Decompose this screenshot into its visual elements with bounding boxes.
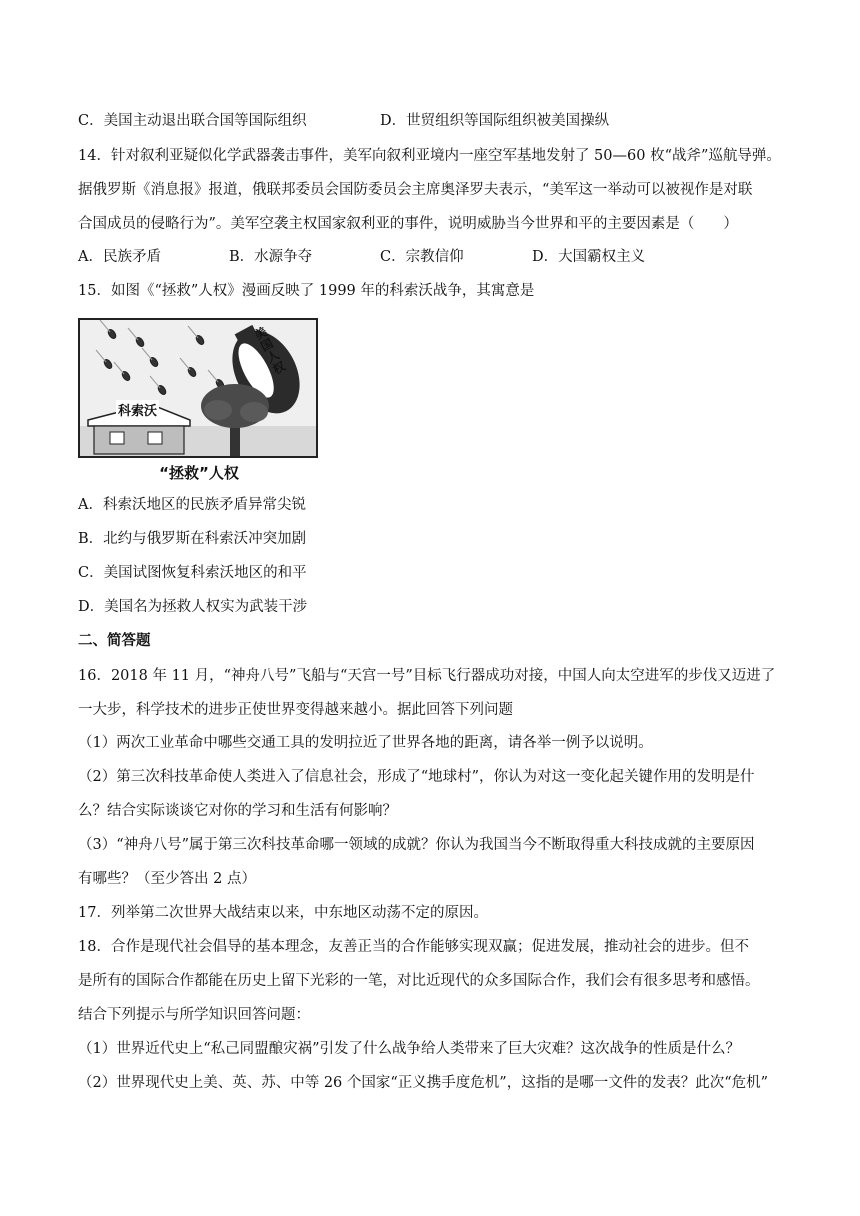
q15-option-d[interactable]: D．美国名为拯救人权实为武装干涉 xyxy=(78,599,308,615)
q14-option-a[interactable]: A．民族矛盾 xyxy=(78,249,161,265)
q15-option-c[interactable]: C．美国试图恢复科索沃地区的和平 xyxy=(78,565,307,581)
q16-sub3-line1: （3）“神舟八号”属于第三次科技革命哪一领域的成就？你认为我国当今不断取得重大科技成就的主要原因 xyxy=(78,837,755,853)
q17-stem: 17．列举第二次世界大战结束以来，中东地区动荡不定的原因。 xyxy=(78,905,488,921)
q13-option-c[interactable]: C．美国主动退出联合国等国际组织 xyxy=(78,113,307,129)
q15-option-b[interactable]: B．北约与俄罗斯在科索沃冲突加剧 xyxy=(78,531,307,547)
cartoon-drawing xyxy=(80,320,316,456)
q14-stem-line1: 14．针对叙利亚疑似化学武器袭击事件，美军向叙利亚境内一座空军基地发射了 50—60 枚“战斧”巡航导弹。 xyxy=(78,148,781,164)
cartoon-bomb-label: 美国人权 xyxy=(252,324,288,377)
q14-stem-line3: 合国成员的侵略行为”。美军空袭主权国家叙利亚的事件，说明威胁当今世界和平的主要因素是（ ） xyxy=(78,216,738,232)
q18-stem-line2: 是所有的国际合作都能在历史上留下光彩的一笔，对比近现代的众多国际合作，我们会有很多思考和感悟。 xyxy=(78,973,760,989)
q18-sub2: （2）世界现代史上美、英、苏、中等 26 个国家“正义携手度危机”，这指的是哪一文件的发表？此次“危机” xyxy=(78,1075,769,1091)
q18-stem-line3: 结合下列提示与所学知识回答问题： xyxy=(78,1007,310,1023)
q16-sub1: （1）两次工业革命中哪些交通工具的发明拉近了世界各地的距离，请各举一例予以说明。 xyxy=(78,735,653,751)
q16-sub3-line2: 有哪些？（至少答出 2 点） xyxy=(78,871,256,887)
q14-option-b[interactable]: B．水源争夺 xyxy=(229,249,313,265)
q13-option-d[interactable]: D．世贸组织等国际组织被美国操纵 xyxy=(380,113,610,129)
q16-sub2-line1: （2）第三次科技革命使人类进入了信息社会，形成了“地球村”，你认为对这一变化起关键作用的发明是什 xyxy=(78,769,755,785)
q15-option-a[interactable]: A．科索沃地区的民族矛盾异常尖锐 xyxy=(78,497,306,513)
q16-stem-line1: 16．2018 年 11 月，“神舟八号”飞船与“天宫一号”目标飞行器成功对接，中国人向太空进军的步伐又迈进了 xyxy=(78,668,776,684)
section-heading: 二、简答题 xyxy=(78,633,151,649)
q14-option-c[interactable]: C．宗教信仰 xyxy=(380,249,464,265)
cartoon-caption: “拯救”人权 xyxy=(159,464,239,482)
q16-stem-line2: 一大步，科学技术的进步正使世界变得越来越小。据此回答下列问题 xyxy=(78,702,513,718)
cartoon-place-label: 科索沃 xyxy=(116,400,159,419)
q18-sub1: （1）世界近代史上“私己同盟酿灾祸”引发了什么战争给人类带来了巨大灾难？这次战争的性质是什么？ xyxy=(78,1041,741,1057)
q18-stem-line1: 18．合作是现代社会倡导的基本理念，友善正当的合作能够实现双赢；促进发展，推动社会的进步。但不 xyxy=(78,939,749,955)
q14-option-d[interactable]: D．大国霸权主义 xyxy=(532,249,646,265)
cartoon-image xyxy=(78,318,318,458)
q14-stem-line2: 据俄罗斯《消息报》报道，俄联邦委员会国防委员会主席奥泽罗夫表示，“美军这一举动可以被视作是对联 xyxy=(78,182,753,198)
q15-stem: 15．如图《“拯救”人权》漫画反映了 1999 年的科索沃战争，其寓意是 xyxy=(78,283,535,299)
q16-sub2-line2: 么？结合实际谈谈它对你的学习和生活有何影响？ xyxy=(78,803,397,819)
kosovo-cartoon-figure xyxy=(78,318,320,484)
